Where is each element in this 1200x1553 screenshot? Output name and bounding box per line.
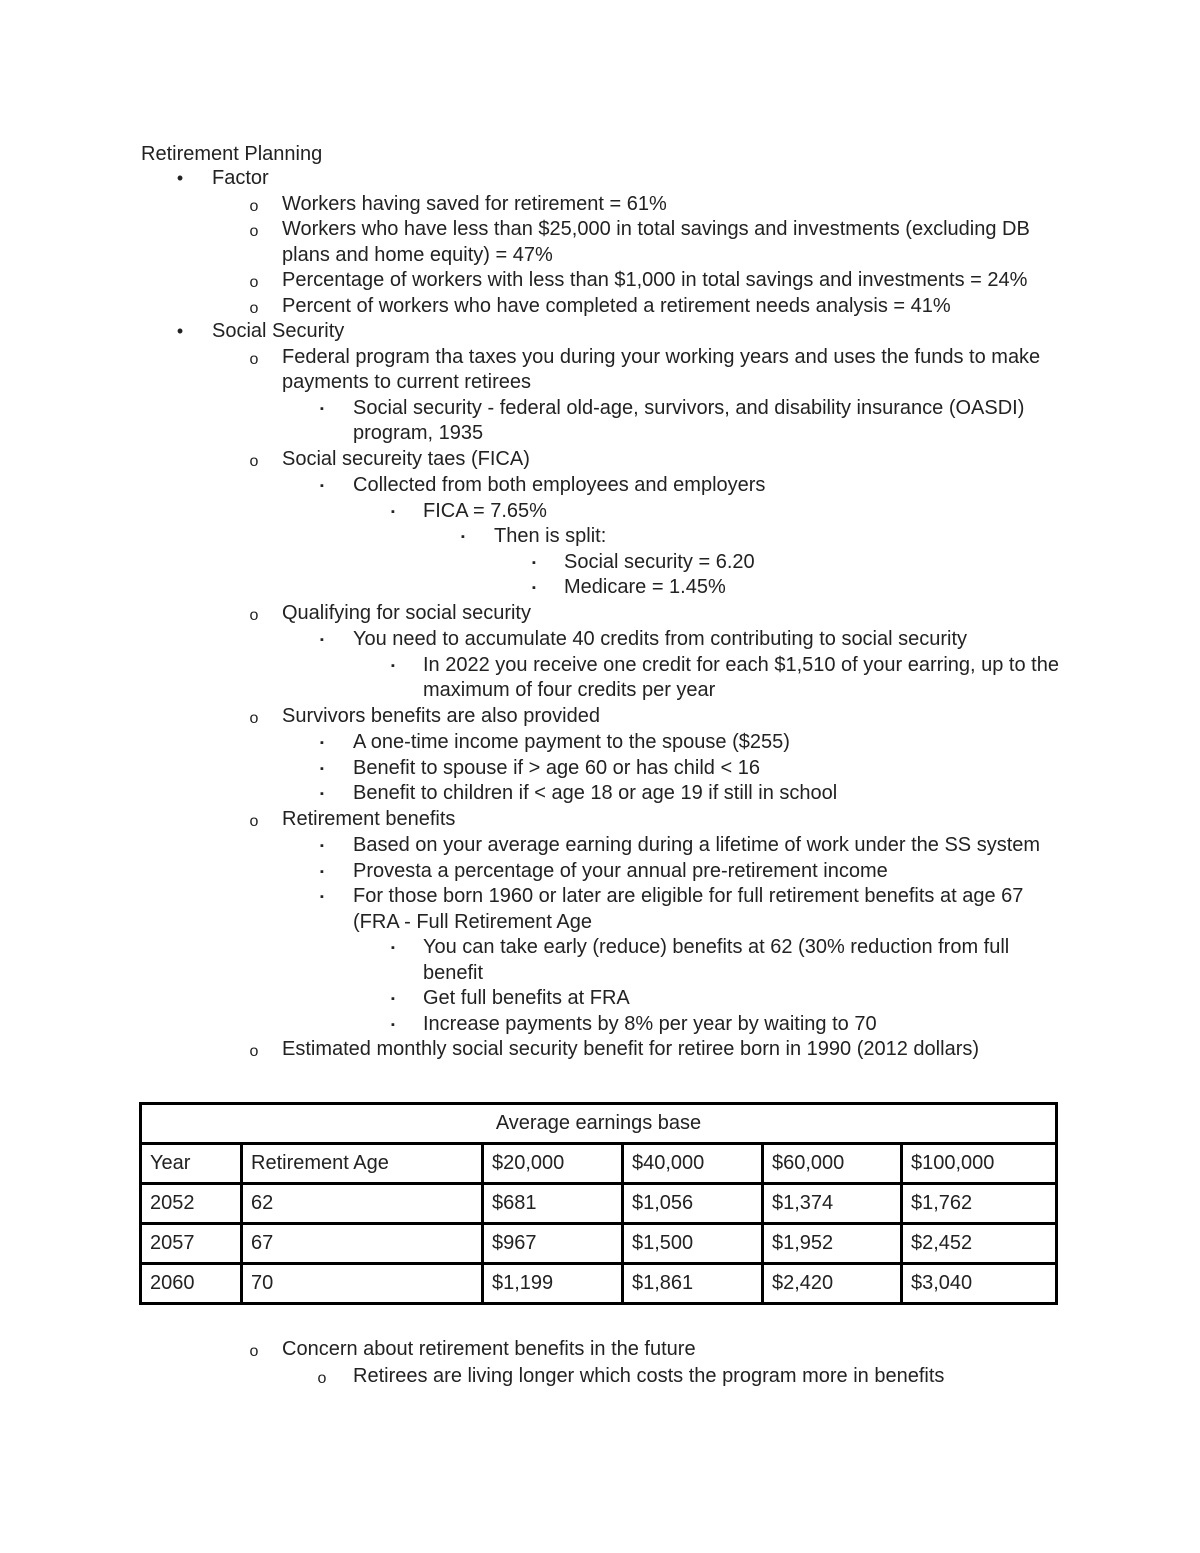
item-text: Workers who have less than $25,000 in total savings and investments (excluding DB plans and home equity) = 47% — [282, 218, 1030, 266]
item-text: Percent of workers who have completed a retirement needs analysis = 41% — [282, 294, 951, 317]
survivors-sub-item — [0, 756, 1058, 782]
circle-marker: o — [249, 709, 259, 727]
circle-marker: o — [249, 812, 259, 830]
square-marker: ▪ — [461, 531, 465, 543]
item-text: Factor — [212, 167, 269, 189]
circle-marker: o — [249, 350, 259, 368]
item-text: Get full benefits at FRA — [423, 987, 630, 1009]
table-cell: 2060 — [141, 1264, 242, 1304]
square-marker: ▪ — [391, 505, 395, 518]
fica-ss-item — [0, 550, 1060, 576]
item-text: Benefit to children if < age 18 or age 19 if still in school — [353, 782, 838, 804]
item-text: Social Security — [212, 320, 345, 342]
item-text: For those born 1960 or later are eligible for full retirement benefits at age 67 (FRA - Full Retirement Age — [353, 885, 1024, 933]
square-marker: ▪ — [391, 1018, 395, 1031]
item-text: Medicare = 1.45% — [564, 576, 726, 598]
square-marker: ▪ — [391, 659, 395, 672]
retirement-option-item — [0, 935, 1060, 986]
outline-list-continued — [0, 1337, 1200, 1389]
document-title: Retirement Planning — [141, 143, 323, 165]
ss-estimated-item — [0, 1037, 1057, 1063]
outline-item-social-security — [0, 319, 1052, 345]
item-text: Based on your average earning during a lifetime of work under the SS system — [353, 834, 1041, 856]
square-marker: ▪ — [320, 402, 324, 415]
item-text: Increase payments by 8% per year by waiting to 70 — [423, 1012, 877, 1035]
retirement-option-item — [0, 986, 1060, 1012]
item-text: Workers having saved for retirement = 61% — [282, 192, 667, 215]
table-cell: $1,056 — [623, 1184, 763, 1224]
factor-item — [0, 268, 1057, 294]
item-text: Social security = 6.20 — [564, 550, 755, 573]
table-caption: Average earnings base — [141, 1104, 1057, 1144]
bullet-marker: • — [176, 168, 184, 188]
ss-survivors-item — [0, 704, 1057, 730]
circle-marker: o — [249, 606, 259, 624]
item-text: Estimated monthly social security benefit for retiree born in 1990 (2012 dollars) — [282, 1038, 980, 1060]
table-header-cell: $40,000 — [623, 1144, 763, 1184]
circle-marker: o — [249, 1043, 259, 1060]
item-text: Social secureity taes (FICA) — [282, 447, 530, 470]
table-header-cell: $100,000 — [902, 1144, 1057, 1184]
qualifying-credits-item — [0, 627, 1058, 653]
table-row — [141, 1184, 1057, 1224]
outline-item-factor — [0, 166, 1052, 192]
fica-rate-item — [0, 499, 1060, 525]
ss-federal-sub-item — [0, 396, 1058, 447]
square-marker: ▪ — [320, 788, 324, 800]
table-cell: 62 — [242, 1184, 483, 1224]
ss-retirement-item — [0, 807, 1057, 833]
table-cell: $681 — [483, 1184, 623, 1224]
item-text: A one-time income payment to the spouse ($255) — [353, 731, 790, 753]
ss-federal-item — [0, 345, 1057, 396]
square-marker: ▪ — [320, 737, 324, 749]
table-row — [141, 1224, 1057, 1264]
table-cell: $2,420 — [763, 1264, 902, 1304]
item-text: Survivors benefits are also provided — [282, 704, 600, 727]
benefit-table — [139, 1102, 1058, 1305]
fica-medicare-item — [0, 575, 1060, 601]
item-text: You need to accumulate 40 credits from contributing to social security — [353, 628, 968, 650]
square-marker: ▪ — [320, 762, 324, 775]
circle-marker: o — [249, 223, 259, 240]
square-marker: ▪ — [320, 634, 324, 646]
retirement-born-item — [0, 884, 1058, 935]
retirement-provesta-item — [0, 859, 1058, 885]
square-marker: ▪ — [391, 942, 395, 954]
square-marker: ▪ — [320, 865, 324, 878]
circle-marker: o — [249, 1343, 259, 1360]
table-header-cell: Year — [141, 1144, 242, 1184]
table-cell: $2,452 — [902, 1224, 1057, 1264]
table-row — [141, 1264, 1057, 1304]
square-marker: ▪ — [391, 993, 395, 1005]
survivors-sub-item — [0, 781, 1058, 807]
circle-marker: o — [317, 1369, 327, 1387]
factor-item — [0, 192, 1057, 218]
item-text: Qualifying for social security — [282, 601, 531, 624]
table-cell: 70 — [242, 1264, 483, 1304]
item-text: Then is split: — [494, 525, 607, 547]
fica-split-item — [0, 524, 1060, 550]
table-cell: $967 — [483, 1224, 623, 1264]
item-text: Benefit to spouse if > age 60 or has child < 16 — [353, 756, 760, 779]
ss-qualifying-item — [0, 601, 1057, 627]
item-text: Retirees are living longer which costs the program more in benefits — [353, 1364, 945, 1387]
circle-marker: o — [249, 299, 259, 317]
table-cell: $1,861 — [623, 1264, 763, 1304]
table-cell: $1,952 — [763, 1224, 902, 1264]
table-caption-row — [141, 1104, 1057, 1144]
square-marker: ▪ — [320, 480, 324, 492]
circle-marker: o — [249, 274, 259, 291]
table-header-cell: $20,000 — [483, 1144, 623, 1184]
square-marker: ▪ — [320, 840, 324, 852]
table-header-cell: Retirement Age — [242, 1144, 483, 1184]
square-marker: ▪ — [532, 582, 536, 594]
table-cell: $1,199 — [483, 1264, 623, 1304]
item-text: Federal program tha taxes you during your working years and uses the funds to make payments to current retirees — [282, 345, 1041, 393]
table-header-cell: $60,000 — [763, 1144, 902, 1184]
square-marker: ▪ — [532, 556, 536, 569]
circle-marker: o — [249, 197, 259, 215]
concern-sub-item — [0, 1364, 1058, 1390]
fica-collected-item — [0, 473, 1058, 499]
factor-item — [0, 217, 1057, 268]
ss-concern-item — [0, 1337, 1057, 1363]
item-text: Concern about retirement benefits in the future — [282, 1338, 696, 1360]
item-text: Social security - federal old-age, survivors, and disability insurance (OASDI) program, 1935 — [353, 396, 1025, 444]
factor-item — [0, 294, 1057, 320]
ss-fica-item — [0, 447, 1057, 473]
circle-marker: o — [249, 452, 259, 470]
bullet-marker: • — [176, 321, 184, 341]
square-marker: ▪ — [320, 891, 324, 903]
retirement-based-item — [0, 833, 1058, 859]
item-text: Retirement benefits — [282, 807, 456, 830]
outline-list — [0, 166, 1200, 1063]
table-cell: 67 — [242, 1224, 483, 1264]
item-text: In 2022 you receive one credit for each $1,510 of your earring, up to the maximum of four credits per year — [423, 653, 1059, 701]
table-header-row — [141, 1144, 1057, 1184]
item-text: Collected from both employees and employers — [353, 474, 766, 496]
retirement-option-item — [0, 1012, 1060, 1038]
table-cell: 2057 — [141, 1224, 242, 1264]
item-text: FICA = 7.65% — [423, 499, 547, 522]
survivors-sub-item — [0, 730, 1058, 756]
table-cell: 2052 — [141, 1184, 242, 1224]
table-cell: $3,040 — [902, 1264, 1057, 1304]
item-text: You can take early (reduce) benefits at 62 (30% reduction from full benefit — [423, 936, 1010, 984]
table-cell: $1,500 — [623, 1224, 763, 1264]
table-cell: $1,762 — [902, 1184, 1057, 1224]
qualifying-detail-item — [0, 653, 1060, 704]
item-text: Percentage of workers with less than $1,000 in total savings and investments = 24% — [282, 269, 1028, 291]
item-text: Provesta a percentage of your annual pre-retirement income — [353, 859, 888, 882]
table-cell: $1,374 — [763, 1184, 902, 1224]
